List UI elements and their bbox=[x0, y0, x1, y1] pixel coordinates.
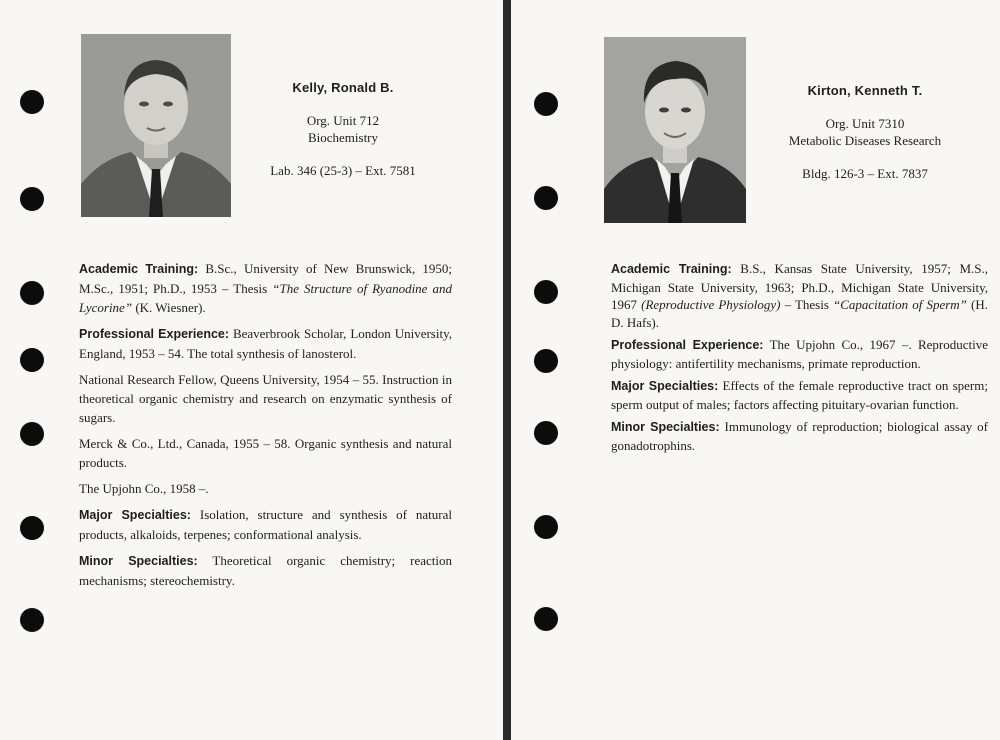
binder-hole bbox=[20, 422, 44, 446]
academic-training bbox=[611, 260, 988, 331]
section-label: Professional Experience: bbox=[611, 338, 764, 352]
profile-body bbox=[79, 259, 452, 597]
professional-experience bbox=[79, 324, 452, 363]
portrait-photo bbox=[604, 37, 746, 223]
person-name: Kelly, Ronald B. bbox=[292, 80, 394, 95]
binder-hole bbox=[20, 187, 44, 211]
profile-body bbox=[611, 260, 988, 459]
section-text: B.Sc., University of New Brunswick, 1950; M.Sc., 1951; Ph.D., 1953 – Thesis bbox=[79, 261, 452, 296]
section-label: Minor Specialties: bbox=[611, 420, 720, 434]
binder-hole bbox=[534, 92, 558, 116]
thesis-title: “Capacitation of Sperm” bbox=[833, 297, 967, 312]
section-label: Academic Training: bbox=[79, 262, 199, 276]
minor-specialties bbox=[79, 551, 452, 590]
department: Metabolic Diseases Research bbox=[788, 133, 942, 148]
section-label: Major Specialties: bbox=[79, 508, 191, 522]
major-specialties bbox=[79, 505, 452, 544]
section-text: Immunology of reproduction; biological assay of gonadotrophins. bbox=[611, 419, 988, 453]
academic-training bbox=[79, 259, 452, 317]
binder-hole bbox=[20, 90, 44, 114]
binder-hole bbox=[20, 348, 44, 372]
thesis-title: “The Structure of Ryanodine and Lycorine” bbox=[79, 281, 452, 315]
professional-experience bbox=[611, 336, 988, 372]
person-name: Kirton, Kenneth T. bbox=[807, 83, 923, 98]
profile-header bbox=[248, 80, 438, 179]
research-field: (Reproductive Physiology) bbox=[641, 297, 781, 312]
profile-header bbox=[765, 83, 965, 182]
section-text: Isolation, structure and synthesis of natural products, alkaloids, terpenes; conformational analysis. bbox=[79, 507, 452, 542]
binder-hole bbox=[534, 421, 558, 445]
binder-hole bbox=[20, 516, 44, 540]
experience-entry: National Research Fellow, Queens University, 1954 – 55. Instruction in theoretical organic chemistry and research on enzymatic synthesis of sugars. bbox=[79, 372, 452, 425]
section-label: Minor Specialties: bbox=[79, 554, 198, 568]
section-label: Major Specialties: bbox=[611, 379, 719, 393]
binder-hole bbox=[534, 515, 558, 539]
section-text: – Thesis bbox=[780, 297, 834, 312]
section-text: The Upjohn Co., 1967 –. Reproductive physiology: antifertility mechanisms, primate reproduction. bbox=[611, 337, 988, 371]
contact-info: Lab. 346 (25-3) – Ext. 7581 bbox=[270, 163, 416, 178]
right-page bbox=[511, 0, 1000, 740]
portrait-photo bbox=[81, 34, 231, 217]
binder-hole bbox=[534, 186, 558, 210]
section-text: B.S., Kansas State University, 1957; M.S., Michigan State University, 1963; Ph.D., Michigan State University, 1967 bbox=[611, 261, 988, 312]
binder-hole bbox=[534, 349, 558, 373]
section-text: (H. D. Hafs). bbox=[611, 297, 988, 330]
experience-entry: The Upjohn Co., 1958 –. bbox=[79, 481, 209, 496]
org-unit: Org. Unit 712 bbox=[306, 113, 380, 128]
major-specialties bbox=[611, 377, 988, 413]
binder-hole bbox=[20, 608, 44, 632]
department: Biochemistry bbox=[307, 130, 379, 145]
section-label: Academic Training: bbox=[611, 262, 732, 276]
section-text: Beaverbrook Scholar, London University, England, 1953 – 54. The total synthesis of lanosterol. bbox=[79, 326, 452, 361]
binder-hole bbox=[20, 281, 44, 305]
experience-entry: Merck & Co., Ltd., Canada, 1955 – 58. Organic synthesis and natural products. bbox=[79, 436, 452, 470]
section-label: Professional Experience: bbox=[79, 327, 230, 341]
contact-info: Bldg. 126-3 – Ext. 7837 bbox=[802, 166, 928, 181]
section-text: (K. Wiesner). bbox=[132, 300, 206, 315]
section-text: Theoretical organic chemistry; reaction mechanisms; stereochemistry. bbox=[79, 553, 452, 588]
binder-hole bbox=[534, 607, 558, 631]
binder-hole bbox=[534, 280, 558, 304]
org-unit: Org. Unit 7310 bbox=[825, 116, 905, 131]
section-text: Effects of the female reproductive tract on sperm; sperm output of males; factors affecting pituitary-ovarian function. bbox=[611, 378, 988, 412]
minor-specialties bbox=[611, 418, 988, 454]
